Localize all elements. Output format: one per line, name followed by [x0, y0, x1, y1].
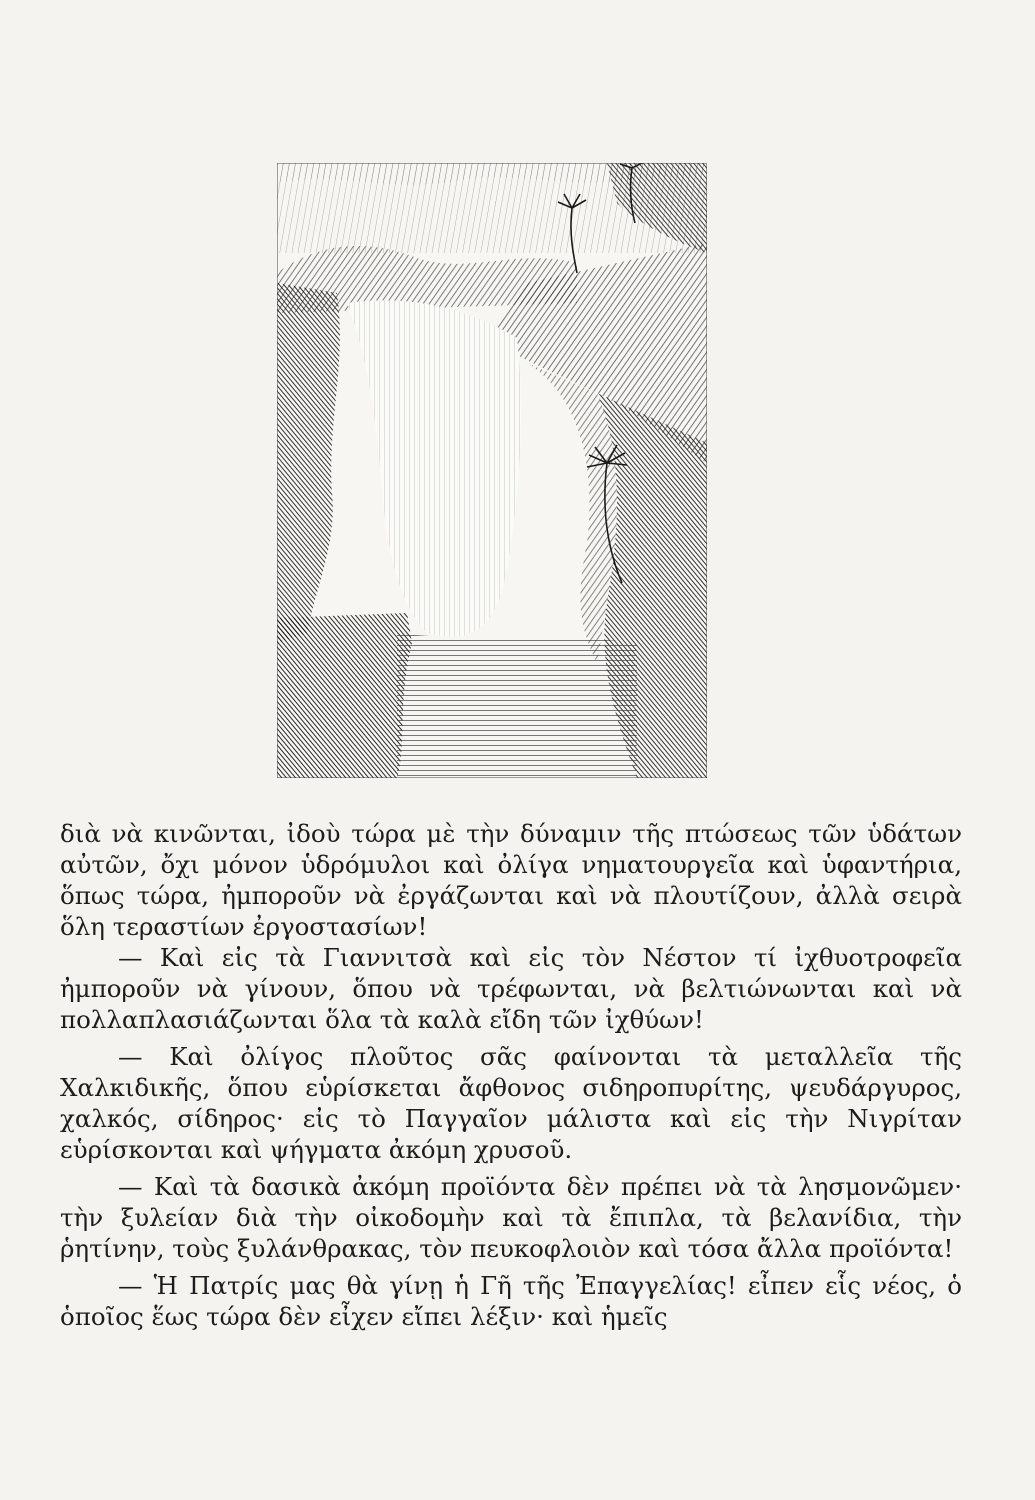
paragraph: διὰ νὰ κινῶνται, ἰδοὺ τώρα μὲ τὴν δύναμιν τῆς πτώσεως τῶν ὑδάτων αὐτῶν, ὄχι μόνον ὑδρόμυλοι καὶ ὀλίγα νηματουργεῖα καὶ ὑφαντήρια, ὅπως τώρα, ἠμποροῦν νὰ ἐργάζωνται καὶ νὰ πλουτίζουν, ἀλλὰ σειρὰ ὅλη τεραστίων ἐργοστασίων! — [60, 819, 962, 941]
paragraph: — Καὶ ὀλίγος πλοῦτος σᾶς φαίνονται τὰ μεταλλεῖα τῆς Χαλκιδικῆς, ὅπου εὑρίσκεται ἄφθονος σιδηροπυρίτης, ψευδάργυρος, χαλκός, σίδηρος· εἰς τὸ Παγγαῖον μάλιστα καὶ εἰς τὴν Νιγρίταν εὑρίσκονται καὶ ψήγματα ἀκόμη χρυσοῦ. — [60, 1042, 962, 1164]
waterfall-illustration — [277, 163, 707, 778]
paragraph: — Καὶ τὰ δασικὰ ἀκόμη προϊόντα δὲν πρέπει νὰ τὰ λησμονῶμεν· τὴν ξυλείαν διὰ τὴν οἰκοδομὴν καὶ τὰ ἔπιπλα, τὰ βελανίδια, τὴν ῥητίνην, τοὺς ξυλάνθρακας, τὸν πευκοφλοιὸν καὶ τόσα ἄλλα προϊόντα! — [60, 1172, 962, 1263]
body-text — [60, 818, 962, 1332]
paragraph: — Ἡ Πατρίς μας θὰ γίνῃ ἡ Γῆ τῆς Ἐπαγγελίας! εἶπεν εἷς νέος, ὁ ὁποῖος ἕως τώρα δὲν εἶχεν εἴπει λέξιν· καὶ ἡμεῖς — [60, 1271, 962, 1331]
paragraph: — Καὶ εἰς τὰ Γιαννιτσὰ καὶ εἰς τὸν Νέστον τί ἰχθυοτροφεῖα ἠμποροῦν νὰ γίνουν, ὅπου νὰ τρέφωνται, νὰ βελτιώνωνται καὶ νὰ πολλαπλασιάζωνται ὅλα τὰ καλὰ εἴδη τῶν ἰχθύων! — [60, 943, 962, 1034]
